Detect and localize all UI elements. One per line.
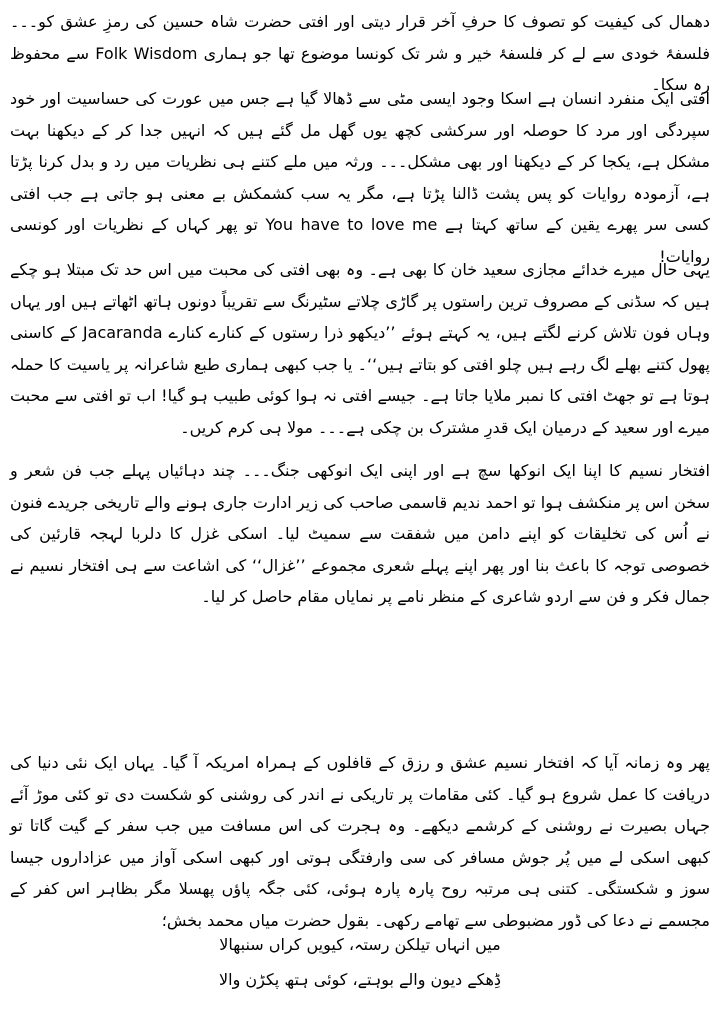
paragraph-2: افتی ایک منفرد انسان ہے اسکا وجود ایسی مٹی سے ڈھالا گیا ہے جس میں عورت کی حساسیت اور خود سپردگی اور مرد کا حوصلہ اور سرکشی کچھ یوں گھل مل گئے ہیں کہ انہیں جدا کر کے دیکھنا بہت مشکل ہے، یکجا کر کے دیکھنا اور بھی مشکل۔۔۔ ورثہ میں ملے کتنے ہی نظریات میں رد و بدل کرنا پڑتا ہے، آزمودہ روایات کو پس پشت ڈالنا پڑتا ہے، مگر یہ سب کشمکش بے معنی ہو جاتی ہے جب افتی کسی سر پھرے یقین کے ساتھ کہتا ہے You have to love me تو پھر کہاں کے نظریات اور کونسی روایات! (10, 89, 710, 266)
paragraph-1: دھمال کی کیفیت کو تصوف کا حرفِ آخر قرار دیتی اور افتی حضرت شاہ حسین کی رمزِ عشق کو۔۔۔ فلسفۂ خودی سے لے کر فلسفۂ خیر و شر تک کونسا موضوع تھا جو ہماری Folk Wisdom سے محفوظ رہ سکا۔ (10, 12, 710, 94)
couplet-line-1: میں انہاں تیلکن رستہ، کیویں کراں سنبھالا (219, 935, 501, 954)
paragraph-3: یہی حال میرے خدائے مجازی سعید خان کا بھی ہے۔ وہ بھی افتی کی محبت میں اس حد تک مبتلا ہو چکے ہیں کہ سڈنی کے مصروف ترین راستوں پر گاڑی چلاتے سٹیرنگ سے تقریباً دونوں ہاتھ اٹھاتے ہیں اور یہاں وہاں فون تلاش کرنے لگتے ہیں، یہ کہتے ہوئے ’’دیکھو ذرا رستوں کے کنارے کنارے Jacaranda کے کاسنی پھول کتنے بھلے لگ رہے ہیں چلو افتی کو بتاتے ہیں‘‘۔ یا جب کبھی ہماری طبع شاعرانہ پر یاسیت کا حملہ ہوتا ہے تو جھٹ افتی کا نمبر ملایا جاتا ہے۔ جیسے افتی نہ ہوا کوئی طبیب ہو گیا! اب تو افتی سے محبت میرے اور سعید کے درمیان ایک قدرِ مشترک بن چکی ہے۔۔۔ مولا ہی کرم کریں۔ (10, 260, 710, 437)
paragraph-4: افتخار نسیم کا اپنا ایک انوکھا سچ ہے اور اپنی ایک انوکھی جنگ۔۔۔ چند دہائیاں پہلے جب فن شعر و سخن اس پر منکشف ہوا تو احمد ندیم قاسمی صاحب کی زیر ادارت جاری ہونے والے تاریخی جریدے فنون نے اُس کی تخلیقات کو اپنے دامن میں شفقت سے سمیٹ لیا۔ اسکی غزل کا دلربا لہجہ قارئین کی خصوصی توجہ کا باعث بنا اور پھر اپنے پہلے شعری مجموعے ’’غزال‘‘ کی اشاعت سے ہی افتخار نسیم نے جمال فکر و فن سے اردو شاعری کے منظر نامے پر نمایاں مقام حاصل کر لیا۔ (10, 461, 710, 606)
paragraph-5: پھر وہ زمانہ آیا کہ افتخار نسیم عشق و رزق کے قافلوں کے ہمراہ امریکہ آ گیا۔ یہاں ایک نئی دنیا کی دریافت کا عمل شروع ہو گیا۔ کئی مقامات پر تاریکی نے اندر کی روشنی کو شکست دی تو کئی موڑ آئے جہاں بصیرت نے روشنی کے کرشمے دیکھے۔ وہ ہجرت کی اس مسافت میں جب سفر کے گیت گاتا تو کبھی اسکی لے میں پُر جوش مسافر کی سی وارفتگی ہوتی اور کبھی اسکی آواز میں عزاداروں جیسا سوز و شکستگی۔ کتنی ہی مرتبہ روح پارہ پارہ ہوئی، کئی جگہ پاؤں پھسلا مگر بظاہر اس کفر کے مجسمے نے دعا کی ڈور مضبوطی سے تھامے رکھی۔ بقول حضرت میاں محمد بخش؛ (10, 753, 710, 930)
couplet-line-2: ڈِھکے دیون والے بوہتے، کوئی ہتھ پکڑن والا (219, 970, 501, 989)
